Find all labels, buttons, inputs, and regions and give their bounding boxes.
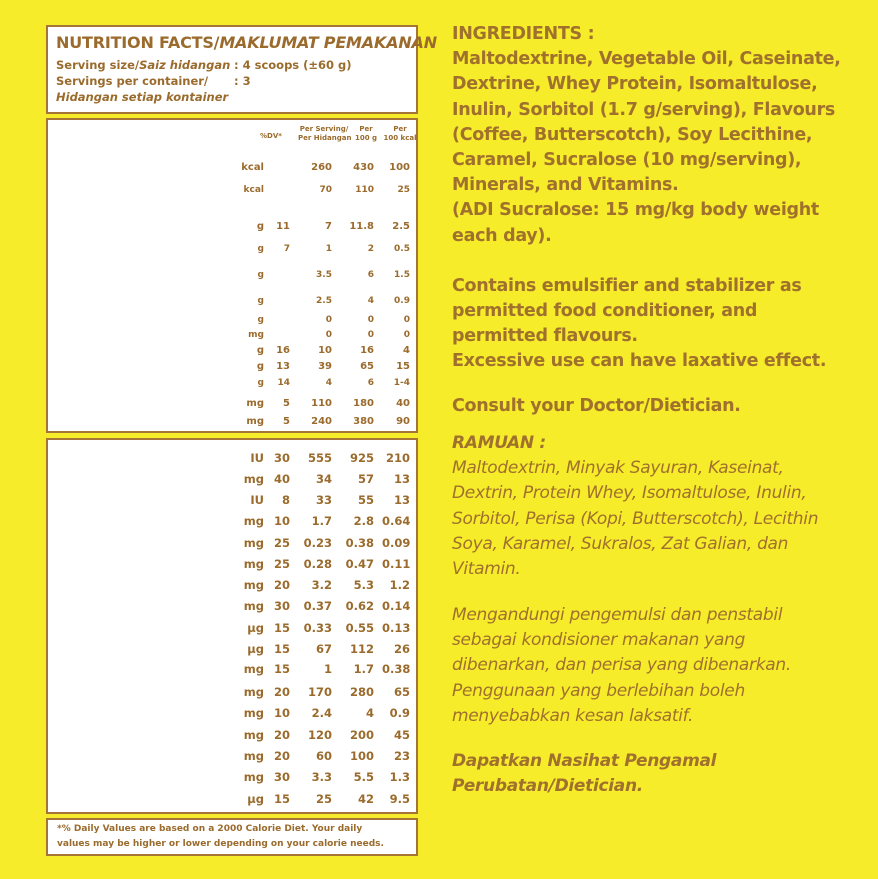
per-100g-cell: 11.8 bbox=[349, 221, 374, 232]
per-100g-cell: 5.3 bbox=[353, 578, 374, 592]
servings-value: : 3 bbox=[234, 74, 251, 88]
per-100g-cell: 380 bbox=[353, 416, 374, 427]
emulsifier-my bbox=[452, 603, 872, 729]
dv-cell: 30 bbox=[273, 770, 290, 784]
per-serving-cell: 0 bbox=[325, 330, 332, 340]
per-serving-cell: 0.33 bbox=[303, 621, 332, 635]
ingredients-en bbox=[452, 22, 872, 249]
consult-my-line: Perubatan/Dietician. bbox=[452, 776, 643, 797]
per-100g-cell: 0.38 bbox=[345, 536, 374, 550]
dv-cell: 5 bbox=[283, 398, 290, 409]
col-100kcal-header: Per 100 kcal bbox=[383, 125, 417, 142]
serving-size-label: Serving size/Saiz hidangan bbox=[56, 58, 231, 72]
per-100g-cell: 16 bbox=[360, 345, 374, 356]
per-100g-cell: 180 bbox=[353, 398, 374, 409]
per-serving-cell: 25 bbox=[315, 792, 332, 806]
footnote-panel bbox=[46, 818, 418, 856]
emulsifier-line: permitted food conditioner, and bbox=[452, 301, 758, 322]
per-100kcal-cell: 2.5 bbox=[392, 221, 410, 232]
per-100kcal-cell: 25 bbox=[397, 185, 410, 195]
per-serving-cell: 2.4 bbox=[311, 706, 332, 720]
ingredients-line: Minerals, and Vitamins. bbox=[452, 175, 679, 196]
ramuan-line: Sorbitol, Perisa (Kopi, Butterscotch), Lecithin bbox=[452, 508, 819, 529]
macronutrient-panel bbox=[46, 118, 418, 433]
per-100kcal-cell: 0.11 bbox=[382, 557, 411, 571]
per-100kcal-cell: 0.5 bbox=[394, 244, 410, 254]
unit-cell: g bbox=[257, 296, 264, 306]
per-100kcal-cell: 13 bbox=[393, 493, 410, 507]
per-serving-cell: 260 bbox=[311, 162, 332, 173]
footnote-line-1: *% Daily Values are based on a 2000 Calorie Diet. Your daily bbox=[57, 824, 363, 834]
per-serving-cell: 0.23 bbox=[303, 536, 332, 550]
per-serving-cell: 60 bbox=[315, 749, 332, 763]
per-100kcal-cell: 0.9 bbox=[394, 296, 410, 306]
unit-cell: mg bbox=[243, 578, 264, 592]
per-100g-cell: 0 bbox=[367, 330, 374, 340]
dv-cell: 7 bbox=[283, 244, 290, 254]
ingredients-line: (Coffee, Butterscotch), Soy Lecithine, bbox=[452, 124, 813, 145]
per-100g-cell: 6 bbox=[367, 378, 374, 388]
unit-cell: mg bbox=[246, 416, 264, 427]
unit-cell: g bbox=[257, 244, 264, 254]
per-100kcal-cell: 4 bbox=[403, 345, 410, 356]
per-100g-cell: 0.62 bbox=[345, 599, 374, 613]
dv-cell: 40 bbox=[273, 472, 290, 486]
per-serving-cell: 1 bbox=[325, 244, 332, 254]
emulsifier-line: permitted flavours. bbox=[452, 326, 638, 347]
per-100g-cell: 2 bbox=[367, 244, 374, 254]
per-100g-cell: 4 bbox=[365, 706, 374, 720]
col-serving-header: Per Serving/ Per Hidangan bbox=[298, 125, 352, 142]
per-100g-cell: 2.8 bbox=[353, 514, 374, 528]
unit-cell: mg bbox=[246, 398, 264, 409]
ramuan-line: Soya, Karamel, Sukralos, Zat Galian, dan bbox=[452, 534, 789, 555]
consult-my-line: Dapatkan Nasihat Pengamal bbox=[452, 751, 717, 772]
per-serving-cell: 67 bbox=[315, 642, 332, 656]
unit-cell: g bbox=[257, 270, 264, 280]
per-serving-cell: 240 bbox=[311, 416, 332, 427]
per-100g-cell: 4 bbox=[367, 296, 374, 306]
col-100g-header: Per 100 g bbox=[354, 125, 378, 142]
per-100g-cell: 65 bbox=[360, 361, 374, 372]
unit-cell: mg bbox=[243, 685, 264, 699]
per-100kcal-cell: 100 bbox=[389, 162, 410, 173]
dv-cell: 25 bbox=[273, 536, 290, 550]
emulsifier-my-line: menyebabkan kesan laksatif. bbox=[452, 705, 694, 726]
emulsifier-line: Contains emulsifier and stabilizer as bbox=[452, 275, 802, 296]
per-serving-cell: 110 bbox=[311, 398, 332, 409]
ingredients-line: each day). bbox=[452, 225, 552, 246]
nutrition-title: NUTRITION FACTS/MAKLUMAT PEMAKANAN bbox=[56, 33, 437, 52]
dv-cell: 14 bbox=[277, 378, 290, 388]
dv-cell: 15 bbox=[273, 642, 290, 656]
per-100g-cell: 42 bbox=[357, 792, 374, 806]
emulsifier-my-line: Penggunaan yang berlebihan boleh bbox=[452, 680, 745, 701]
per-serving-cell: 120 bbox=[307, 728, 332, 742]
per-serving-cell: 70 bbox=[319, 185, 332, 195]
per-serving-cell: 3.5 bbox=[316, 270, 332, 280]
per-serving-cell: 39 bbox=[318, 361, 332, 372]
serving-size-value: : 4 scoops (±60 g) bbox=[234, 58, 352, 72]
per-100g-cell: 925 bbox=[349, 451, 374, 465]
unit-cell: µg bbox=[247, 792, 264, 806]
unit-cell: mg bbox=[243, 662, 264, 676]
per-serving-cell: 3.2 bbox=[311, 578, 332, 592]
per-100kcal-cell: 26 bbox=[393, 642, 410, 656]
per-serving-cell: 7 bbox=[325, 221, 332, 232]
per-serving-cell: 2.5 bbox=[316, 296, 332, 306]
ramuan-line: Maltodextrin, Minyak Sayuran, Kaseinat, bbox=[452, 458, 784, 479]
per-100kcal-cell: 0.14 bbox=[382, 599, 411, 613]
dv-cell: 13 bbox=[276, 361, 290, 372]
ramuan-line: Dextrin, Protein Whey, Isomaltulose, Inulin, bbox=[452, 483, 807, 504]
unit-cell: mg bbox=[243, 514, 264, 528]
per-100kcal-cell: 40 bbox=[396, 398, 410, 409]
per-100kcal-cell: 1.3 bbox=[389, 770, 410, 784]
ramuan-title: RAMUAN : bbox=[452, 432, 546, 453]
dv-cell: 15 bbox=[273, 662, 290, 676]
unit-cell: g bbox=[256, 361, 264, 372]
ramuan-line: Vitamin. bbox=[452, 559, 521, 580]
per-100kcal-cell: 45 bbox=[393, 728, 410, 742]
dv-cell: 20 bbox=[273, 728, 290, 742]
ingredients-line: INGREDIENTS : bbox=[452, 24, 595, 44]
per-100g-cell: 6 bbox=[367, 270, 374, 280]
per-100g-cell: 5.5 bbox=[353, 770, 374, 784]
unit-cell: µg bbox=[247, 621, 264, 635]
per-100kcal-cell: 0 bbox=[403, 330, 410, 340]
per-100kcal-cell: 9.5 bbox=[389, 792, 410, 806]
per-100g-cell: 280 bbox=[349, 685, 374, 699]
unit-cell: kcal bbox=[243, 185, 264, 195]
per-100kcal-cell: 0.13 bbox=[382, 621, 411, 635]
dv-cell: 15 bbox=[273, 792, 290, 806]
dv-cell: 11 bbox=[276, 221, 290, 232]
per-serving-cell: 170 bbox=[307, 685, 332, 699]
per-100g-cell: 430 bbox=[353, 162, 374, 173]
ramuan-my bbox=[452, 431, 872, 583]
per-100kcal-cell: 65 bbox=[393, 685, 410, 699]
unit-cell: mg bbox=[243, 770, 264, 784]
per-100g-cell: 110 bbox=[355, 185, 374, 195]
unit-cell: g bbox=[257, 315, 264, 325]
per-100kcal-cell: 0.64 bbox=[382, 514, 411, 528]
unit-cell: g bbox=[256, 221, 264, 232]
ingredients-line: Caramel, Sucralose (10 mg/serving), bbox=[452, 150, 802, 171]
per-100g-cell: 112 bbox=[349, 642, 374, 656]
per-100g-cell: 0.55 bbox=[345, 621, 374, 635]
per-100kcal-cell: 0.09 bbox=[382, 536, 411, 550]
per-100g-cell: 57 bbox=[357, 472, 374, 486]
per-serving-cell: 0.37 bbox=[303, 599, 332, 613]
ingredients-column bbox=[452, 22, 872, 800]
per-100kcal-cell: 1.5 bbox=[394, 270, 410, 280]
ingredients-line: (ADI Sucralose: 15 mg/kg body weight bbox=[452, 200, 819, 221]
per-100kcal-cell: 15 bbox=[396, 361, 410, 372]
nutrition-header-panel bbox=[46, 25, 437, 114]
unit-cell: µg bbox=[247, 642, 264, 656]
per-100g-cell: 55 bbox=[357, 493, 374, 507]
vitamin-panel bbox=[46, 438, 418, 814]
dv-cell: 10 bbox=[273, 706, 290, 720]
dv-cell: 30 bbox=[273, 599, 290, 613]
per-100g-cell: 0 bbox=[367, 315, 374, 325]
per-100kcal-cell: 0.9 bbox=[389, 706, 410, 720]
unit-cell: mg bbox=[243, 749, 264, 763]
per-100g-cell: 1.7 bbox=[353, 662, 374, 676]
per-serving-cell: 555 bbox=[307, 451, 332, 465]
per-serving-cell: 4 bbox=[325, 378, 332, 388]
dv-cell: 15 bbox=[273, 621, 290, 635]
per-serving-cell: 3.3 bbox=[311, 770, 332, 784]
emulsifier-line: Excessive use can have laxative effect. bbox=[452, 351, 827, 372]
per-serving-cell: 1 bbox=[323, 662, 332, 676]
dv-cell: 8 bbox=[281, 493, 290, 507]
col-dv-header: %DV* bbox=[260, 132, 282, 140]
per-100kcal-cell: 210 bbox=[385, 451, 410, 465]
ingredients-line: Dextrine, Whey Protein, Isomaltulose, bbox=[452, 74, 818, 95]
dv-cell: 16 bbox=[276, 345, 290, 356]
unit-cell: kcal bbox=[241, 162, 264, 173]
per-serving-cell: 0.28 bbox=[303, 557, 332, 571]
per-serving-cell: 0 bbox=[325, 315, 332, 325]
per-100g-cell: 200 bbox=[349, 728, 374, 742]
per-100g-cell: 0.47 bbox=[345, 557, 374, 571]
unit-cell: mg bbox=[243, 599, 264, 613]
dv-cell: 30 bbox=[273, 451, 290, 465]
dv-cell: 20 bbox=[273, 685, 290, 699]
unit-cell: mg bbox=[243, 706, 264, 720]
unit-cell: mg bbox=[243, 472, 264, 486]
per-100kcal-cell: 0.38 bbox=[382, 662, 411, 676]
unit-cell: mg bbox=[248, 330, 264, 340]
dv-cell: 20 bbox=[273, 578, 290, 592]
per-100kcal-cell: 1-4 bbox=[393, 378, 410, 388]
per-serving-cell: 34 bbox=[315, 472, 332, 486]
per-100kcal-cell: 23 bbox=[393, 749, 410, 763]
per-serving-cell: 10 bbox=[318, 345, 332, 356]
emulsifier-my-line: dibenarkan, dan perisa yang dibenarkan. bbox=[452, 655, 791, 676]
per-serving-cell: 1.7 bbox=[311, 514, 332, 528]
emulsifier-my-line: sebagai kondisioner makanan yang bbox=[452, 629, 746, 650]
unit-cell: g bbox=[256, 345, 264, 356]
consult-en: Consult your Doctor/Dietician. bbox=[452, 395, 741, 416]
servings-label-my: Hidangan setiap kontainer bbox=[56, 90, 229, 104]
emulsifier-en bbox=[452, 274, 872, 375]
per-100kcal-cell: 1.2 bbox=[389, 578, 410, 592]
unit-cell: g bbox=[257, 378, 264, 388]
per-100kcal-cell: 90 bbox=[396, 416, 410, 427]
consult-my bbox=[452, 749, 872, 800]
unit-cell: IU bbox=[250, 451, 264, 465]
per-100g-cell: 100 bbox=[349, 749, 374, 763]
dv-cell: 25 bbox=[273, 557, 290, 571]
ingredients-line: Inulin, Sorbitol (1.7 g/serving), Flavours bbox=[452, 99, 836, 120]
per-100kcal-cell: 0 bbox=[403, 315, 410, 325]
dv-cell: 10 bbox=[273, 514, 290, 528]
per-serving-cell: 33 bbox=[315, 493, 332, 507]
unit-cell: mg bbox=[243, 557, 264, 571]
footnote-line-2: values may be higher or lower depending on your calorie needs. bbox=[57, 839, 384, 849]
dv-cell: 5 bbox=[283, 416, 290, 427]
unit-cell: mg bbox=[243, 728, 264, 742]
per-100kcal-cell: 13 bbox=[393, 472, 410, 486]
dv-cell: 20 bbox=[273, 749, 290, 763]
emulsifier-my-line: Mengandungi pengemulsi dan penstabil bbox=[452, 604, 783, 625]
unit-cell: mg bbox=[243, 536, 264, 550]
unit-cell: IU bbox=[250, 493, 264, 507]
servings-label: Servings per container/ bbox=[56, 74, 209, 88]
ingredients-line: Maltodextrine, Vegetable Oil, Caseinate, bbox=[452, 49, 841, 70]
